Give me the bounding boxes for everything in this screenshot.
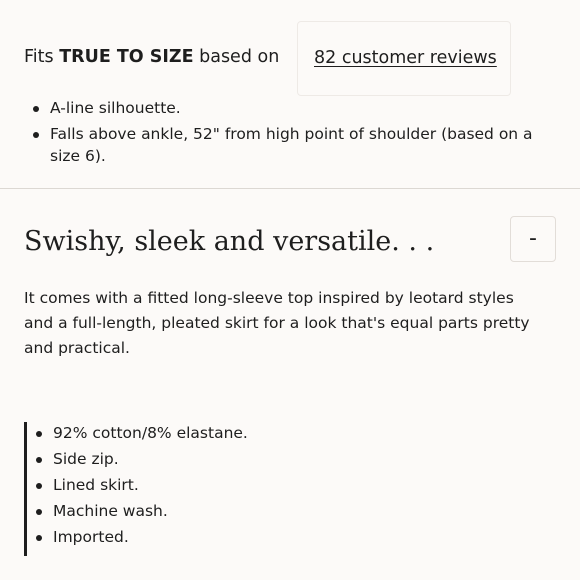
fit-prefix: Fits xyxy=(24,47,60,67)
fit-details-list xyxy=(24,97,564,171)
product-description: It comes with a fitted long-sleeve top inspired by leotard styles and a full-length, pleated skirt for a look that's equal parts pretty and practical. xyxy=(24,289,530,357)
customer-reviews-link[interactable]: 82 customer reviews xyxy=(314,48,497,68)
fit-summary xyxy=(24,44,279,70)
list-item: 92% cotton/8% elastane. xyxy=(27,422,327,444)
list-item: Lined skirt. xyxy=(27,474,327,496)
collapse-button[interactable] xyxy=(510,216,556,262)
minus-icon: - xyxy=(529,226,537,251)
list-item: Falls above ankle, 52" from high point of shoulder (based on a size 6). xyxy=(24,123,564,167)
fit-suffix: based on xyxy=(193,47,280,67)
list-item: Machine wash. xyxy=(27,500,327,522)
list-item: Side zip. xyxy=(27,448,327,470)
section-divider xyxy=(0,188,580,189)
product-specs-list xyxy=(24,422,327,556)
reviews-link-box[interactable] xyxy=(297,21,511,96)
fit-emphasis: TRUE TO SIZE xyxy=(59,47,194,67)
section-heading: Swishy, sleek and versatile. . . xyxy=(24,226,435,257)
list-item: A-line silhouette. xyxy=(24,97,564,119)
list-item: Imported. xyxy=(27,526,327,548)
